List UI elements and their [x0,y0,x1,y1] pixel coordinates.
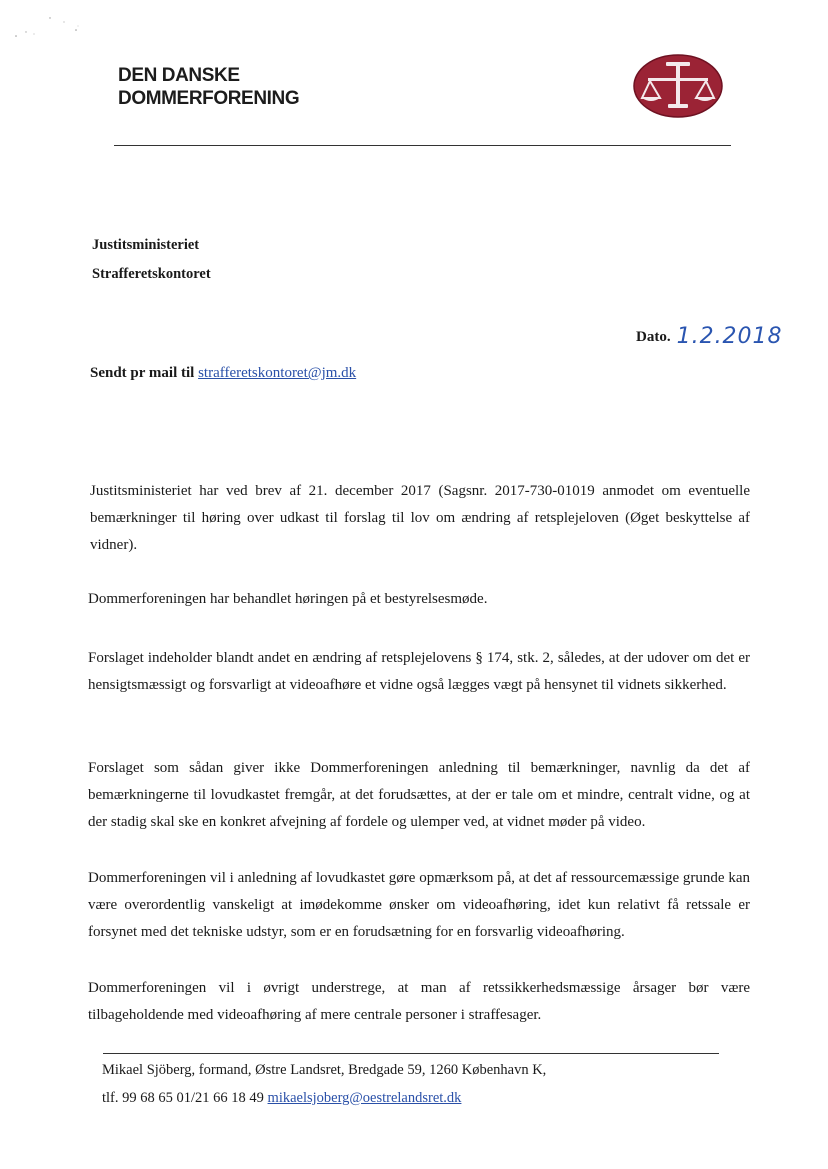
body-paragraph-2: Dommerforeningen har behandlet høringen på et bestyrelsesmøde. [88,591,488,607]
body-paragraph-1: Justitsministeriet har ved brev af 21. december 2017 (Sagsnr. 2017-730-01019 anmodet om eventuelle bemærkninger til høring over udkast til forslag til lov om ændring af retsplejeloven (Øget beskyttelse af vidner). [90,483,750,553]
letterhead-divider [114,145,731,146]
sent-by-mail [90,365,356,382]
body-paragraph-4: Forslaget som sådan giver ikke Dommerforeningen anledning til bemærkninger, navnlig da det af bemærkningerne til lovudkastet fremgår, at det forudsættes, at der er tale om et mindre, centralt vidne, og at der stadig skal ske en konkret afvejning af fordele og ulemper ved, at vidnet møder på video. [88,760,750,830]
signature-name-address: Mikael Sjöberg, formand, Østre Landsret, Bredgade 59, 1260 København K, [102,1062,547,1078]
sent-label: Sendt pr mail til [90,365,195,381]
recipient-email-link[interactable]: strafferetskontoret@jm.dk [198,365,357,381]
body-paragraph-6: Dommerforeningen vil i øvrigt understrege, at man af retssikkerhedsmæssige årsager bør være tilbageholdende med videoafhøring af mere centrale personer i straffesager. [88,980,750,1023]
signature-email-link[interactable]: mikaelsjoberg@oestrelandsret.dk [267,1090,462,1106]
scales-of-justice-logo [632,54,724,118]
org-name-line2: DOMMERFORENING [118,88,300,109]
date-label: Dato. [636,329,671,345]
org-name-line1: DEN DANSKE [118,65,240,86]
body-paragraph-3: Forslaget indeholder blandt andet en ændring af retsplejelovens § 174, stk. 2, således, at der udover om det er hensigtsmæssigt og forsvarligt at videoafhøre et vidne også lægges vægt på hensynet til vidnets sikkerhed. [88,650,750,693]
scan-specks [12,10,82,40]
date-handwritten: 1.2.2018 [676,324,783,349]
body-paragraph-5: Dommerforeningen vil i anledning af lovudkastet gøre opmærksom på, at det af ressourcemæssige grunde kan være overordentlig vanskeligt at imødekomme ønsker om videoafhøring, idet kun relativt få retssale er forsynet med det tekniske udstyr, som er en forudsætning for en forsvarlig videoafhøring. [88,870,750,940]
recipient-office: Strafferetskontoret [92,266,211,282]
recipient-ministry: Justitsministeriet [92,237,200,253]
organization-name [118,64,299,110]
signature-contact [102,1090,461,1107]
signature-divider [103,1053,719,1054]
date-line [636,322,783,347]
signature-phone: tlf. 99 68 65 01/21 66 18 49 [102,1090,264,1106]
